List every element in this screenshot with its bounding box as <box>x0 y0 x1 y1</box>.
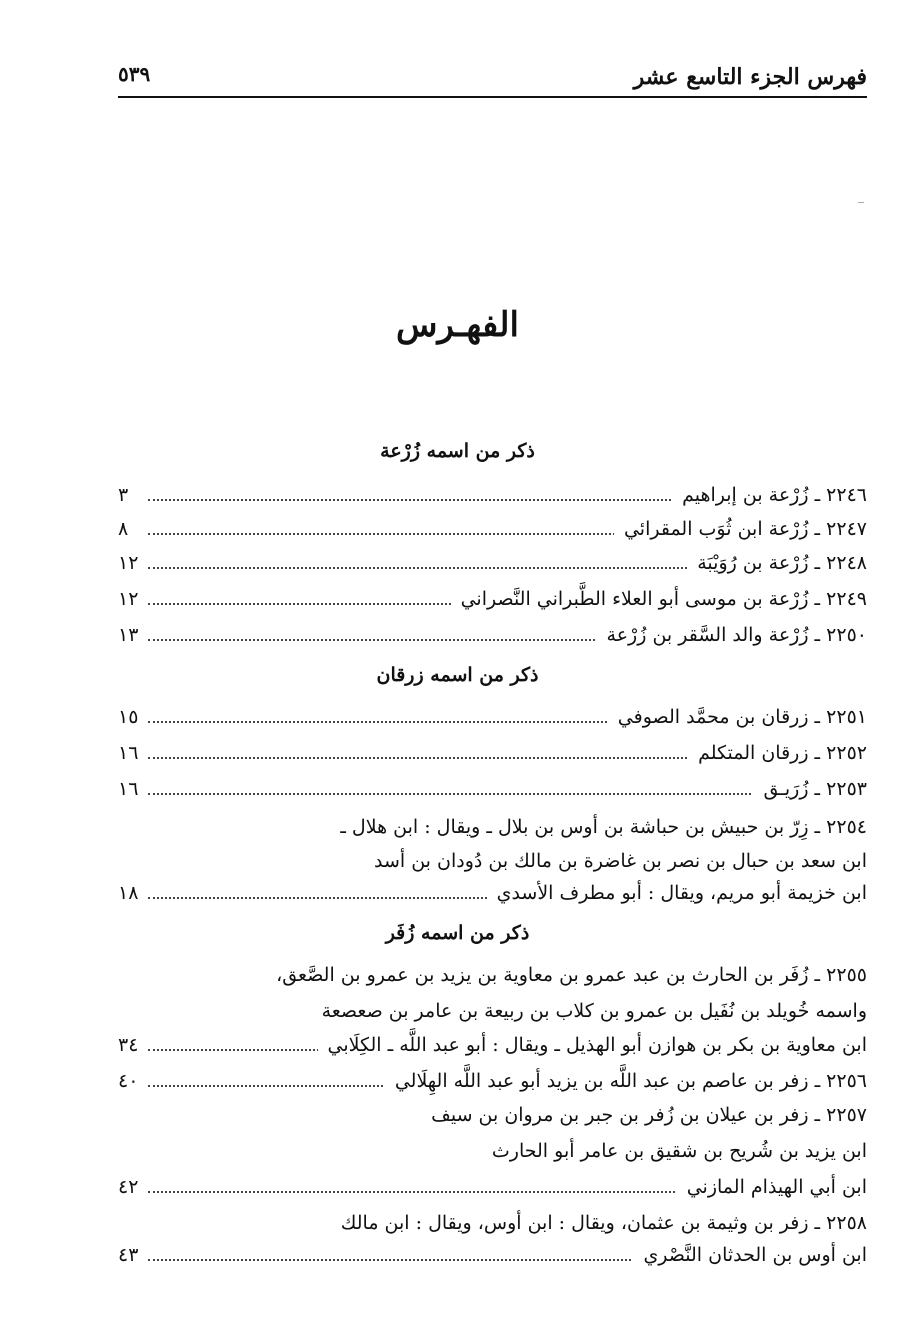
entry-text: ٢٢٤٧ ـ زُرْعة ابن ثُوَب المقرائي <box>614 514 867 544</box>
index-entry <box>118 548 867 582</box>
entry-text: ٢٢٥٣ ـ زُرَيـق <box>753 774 867 804</box>
entry-text: ابن أوس بن الحدثان النَّصْري <box>633 1240 867 1270</box>
running-title: فهرس الجزء التاسع عشر <box>633 64 867 90</box>
entry-text: ٢٢٥٨ ـ زفر بن وثيمة بن عثمان، ويقال : ابن أوس، ويقال : ابن مالك <box>331 1208 867 1238</box>
section-heading: ذكر من اسمه زُرْعة <box>380 440 535 462</box>
running-head <box>118 56 867 96</box>
entry-page: ١٨ <box>118 878 148 908</box>
entry-page: ٣ <box>118 480 148 510</box>
header-rule <box>118 96 867 98</box>
entry-page: ١٥ <box>118 702 148 732</box>
index-entry-line <box>118 1136 867 1170</box>
entry-text: ٢٢٥٥ ـ زُفَر بن الحارث بن عبد عمرو بن معاوية بن يزيد بن عمرو بن الصَّعق، <box>266 960 867 990</box>
index-entry <box>118 1030 867 1064</box>
entry-text: ٢٢٥٧ ـ زفر بن عيلان بن زُفر بن جبر بن مروان بن سيف <box>421 1100 867 1130</box>
entry-page: ٨ <box>118 514 148 544</box>
entry-text: ٢٢٥٢ ـ زرقان المتكلم <box>688 738 867 768</box>
index-entry-line <box>118 846 867 880</box>
entry-text: ابن أبي الهيذام المازني <box>677 1172 867 1202</box>
index-entry <box>118 878 867 912</box>
index-entry <box>118 774 867 808</box>
index-entry-line <box>118 960 867 994</box>
entry-page: ١٢ <box>118 548 148 578</box>
index-entry-line <box>118 996 867 1030</box>
entry-page: ١٢ <box>118 584 148 614</box>
entry-text: ابن سعد بن حبال بن نصر بن غاضرة بن مالك بن دُودان بن أسد <box>364 846 867 876</box>
entry-page: ١٦ <box>118 738 148 768</box>
index-entry <box>118 514 867 548</box>
entry-text: ٢٢٤٨ ـ زُرْعة بن رُوَيْبَة <box>687 548 867 578</box>
index-entry <box>118 620 867 654</box>
entry-text: واسمه خُويلد بن نُفَيل بن عمرو بن كلاب بن ربيعة بن عامر بن صعصعة <box>312 996 867 1026</box>
entry-text: ٢٢٥٤ ـ زِرّ بن حبيش بن حباشة بن أوس بن بلال ـ ويقال : ابن هلال ـ <box>330 812 867 842</box>
page-number: ٥٣٩ <box>118 62 151 86</box>
section-heading: ذكر من اسمه زُفَر <box>385 922 530 944</box>
entry-page: ٤٠ <box>118 1066 148 1096</box>
index-entry-line <box>118 1100 867 1134</box>
index-entry <box>118 702 867 736</box>
index-entry <box>118 738 867 772</box>
entry-page: ١٣ <box>118 620 148 650</box>
scan-mark <box>858 202 864 203</box>
index-entry-line <box>118 812 867 846</box>
entry-text: ٢٢٤٩ ـ زُرْعة بن موسى أبو العلاء الطَّبراني النَّصراني <box>451 584 867 614</box>
index-entry <box>118 1172 867 1206</box>
entry-text: ابن معاوية بن بكر بن هوازن أبو الهذيل ـ ويقال : أبو عبد اللَّه ـ الكِلَابي <box>318 1030 867 1060</box>
index-entry-line <box>118 1208 867 1242</box>
entry-text: ٢٢٥٦ ـ زفر بن عاصم بن عبد اللَّه بن يزيد أبو عبد اللَّه الهِلَالي <box>385 1066 867 1096</box>
entry-page: ٤٢ <box>118 1172 148 1202</box>
entry-page: ٤٣ <box>118 1240 148 1270</box>
entry-text: ابن خزيمة أبو مريم، ويقال : أبو مطرف الأسدي <box>487 878 867 908</box>
entry-text: ٢٢٥١ ـ زرقان بن محمَّد الصوفي <box>608 702 867 732</box>
entry-text: ابن يزيد بن شُريح بن شقيق بن عامر أبو الحارث <box>482 1136 867 1166</box>
entry-page: ٣٤ <box>118 1030 148 1060</box>
index-title: الفهـرس <box>396 305 519 345</box>
entry-page: ١٦ <box>118 774 148 804</box>
index-entry <box>118 1066 867 1100</box>
index-entry <box>118 584 867 618</box>
entry-text: ٢٢٤٦ ـ زُرْعة بن إبراهيم <box>672 480 867 510</box>
index-entry <box>118 480 867 514</box>
entry-text: ٢٢٥٠ ـ زُرْعة والد السَّقر بن زُرْعة <box>597 620 867 650</box>
index-entry <box>118 1240 867 1274</box>
section-heading: ذكر من اسمه زرقان <box>376 664 539 686</box>
